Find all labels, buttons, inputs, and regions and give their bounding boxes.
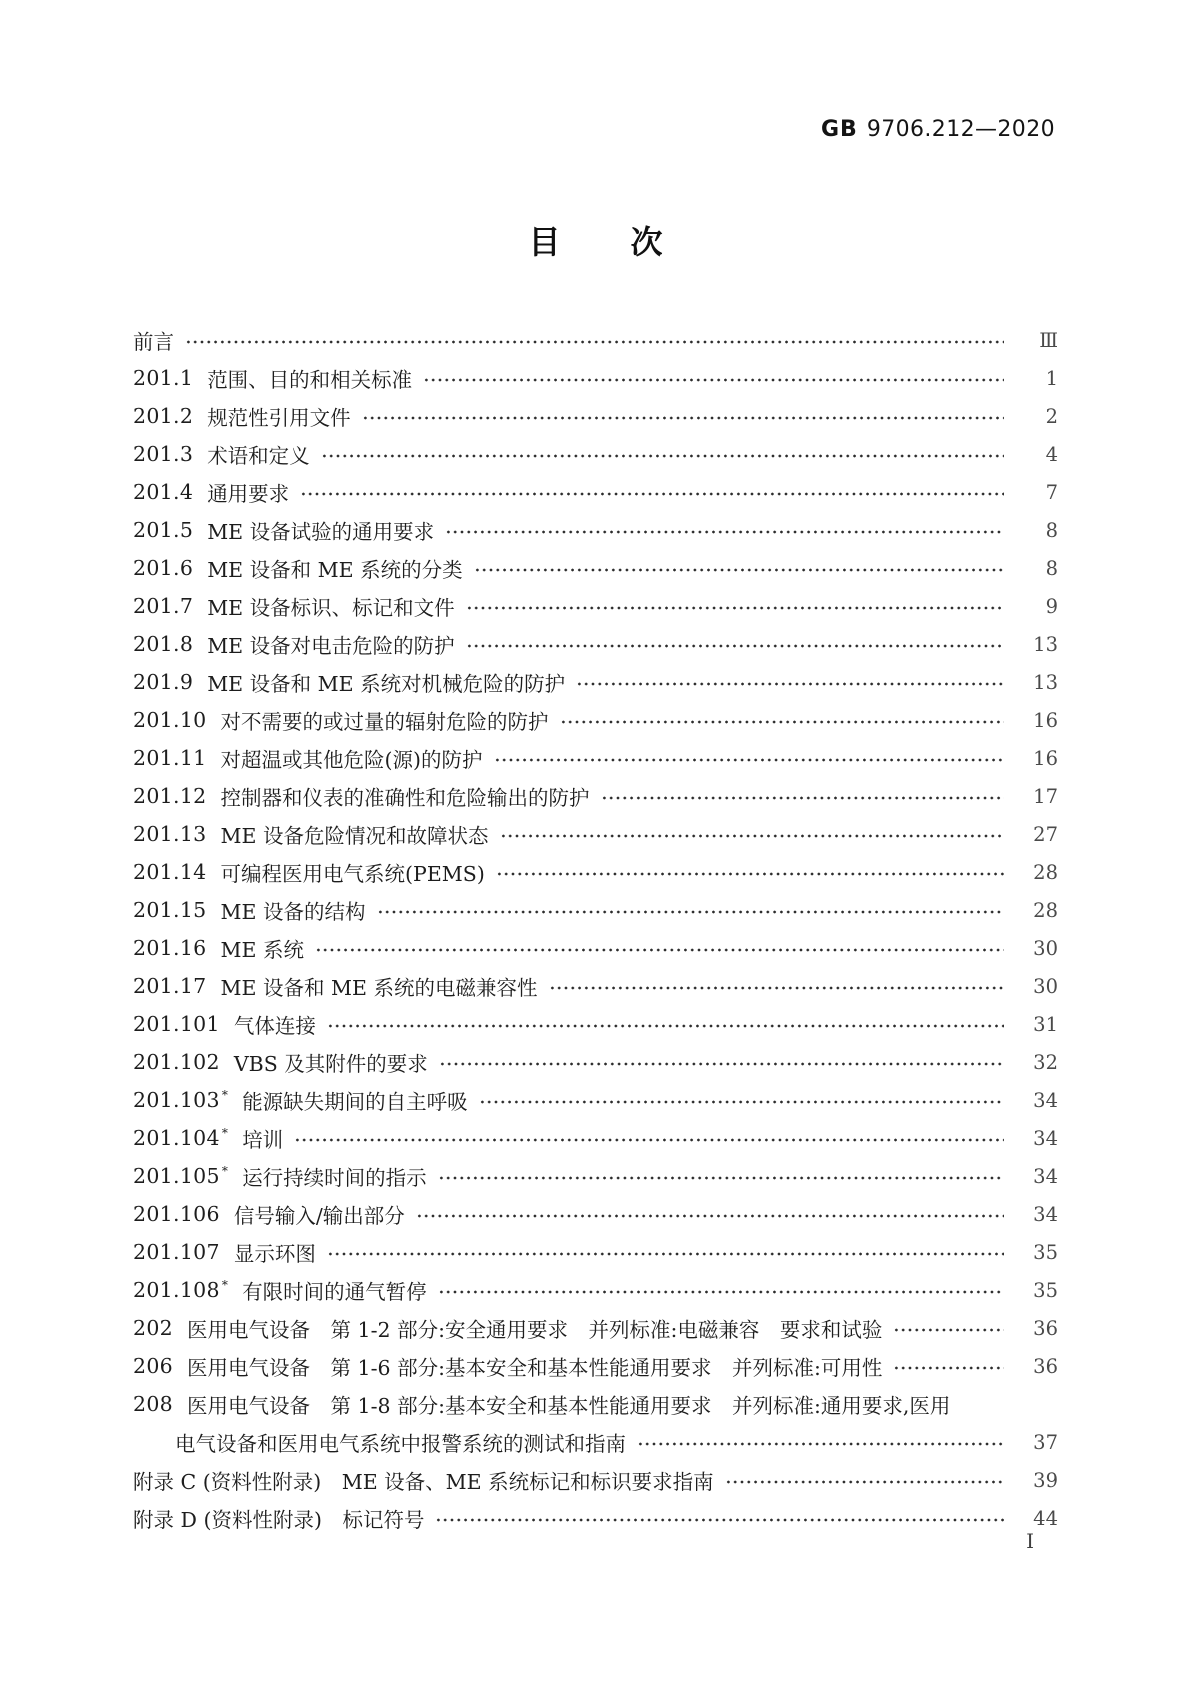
entry-number: 201.7 — [133, 594, 194, 618]
entry-page-number: 13 — [1033, 670, 1058, 694]
toc-entry — [133, 967, 1058, 1005]
entry-title: VBS 及其附件的要求 — [233, 1052, 428, 1076]
dot-leader — [315, 948, 1004, 952]
entry-page-number: 8 — [1045, 518, 1058, 542]
entry-number: 201.106 — [133, 1202, 220, 1226]
dot-leader — [445, 530, 1004, 534]
entry-number: 201.3 — [133, 442, 194, 466]
dot-leader — [725, 1480, 1004, 1484]
toc-entry — [133, 549, 1058, 587]
toc-entry — [133, 587, 1058, 625]
entry-number: 201.17 — [133, 974, 207, 998]
entry-number: 208 — [133, 1392, 174, 1416]
page-footer — [0, 1529, 1034, 1553]
entry-title: 气体连接 — [233, 1014, 316, 1038]
entry-title: ME 设备试验的通用要求 — [207, 520, 435, 544]
entry-number: 201.101 — [133, 1012, 220, 1036]
entry-title: ME 设备对电击危险的防护 — [207, 634, 455, 658]
dot-leader — [479, 1100, 1004, 1104]
entry-star-marker: * — [221, 1126, 229, 1141]
dot-leader — [300, 492, 1004, 496]
toc-entry — [133, 321, 1058, 359]
entry-page-number: 8 — [1045, 556, 1058, 580]
entry-number: 201.104 * — [133, 1126, 229, 1150]
toc-entry — [133, 1081, 1058, 1119]
entry-page-number: 34 — [1033, 1126, 1058, 1150]
document-header — [0, 117, 1055, 142]
entry-title: 通用要求 — [207, 482, 290, 506]
toc-entry — [133, 929, 1058, 967]
entry-title: 培训 — [242, 1128, 284, 1152]
entry-title: ME 设备和 ME 系统对机械危险的防护 — [207, 672, 566, 696]
page-title-char: 次 — [630, 223, 663, 261]
footer-page-number: Ⅰ — [1026, 1529, 1034, 1553]
toc-entry — [133, 1385, 1058, 1423]
toc-entry — [133, 663, 1058, 701]
entry-number: 201.12 — [133, 784, 207, 808]
dot-leader — [549, 986, 1005, 990]
standard-number: 9706.212—2020 — [866, 117, 1055, 142]
entry-number: 201.103 * — [133, 1088, 229, 1112]
entry-title: 医用电气设备 第 1-2 部分:安全通用要求 并列标准:电磁兼容 要求和试验 — [187, 1318, 883, 1342]
dot-leader — [438, 1290, 1004, 1294]
toc-entry — [133, 1043, 1058, 1081]
entry-number: 201.14 — [133, 860, 207, 884]
toc-entry — [133, 473, 1058, 511]
entry-title: ME 设备和 ME 系统的电磁兼容性 — [220, 976, 538, 1000]
entry-title: 控制器和仪表的准确性和危险输出的防护 — [220, 786, 590, 810]
entry-number: 201.10 — [133, 708, 207, 732]
entry-page-number: 16 — [1033, 746, 1058, 770]
toc-entry — [133, 1195, 1058, 1233]
entry-number: 201.5 — [133, 518, 194, 542]
entry-number: 201.2 — [133, 404, 194, 428]
toc-entry — [133, 777, 1058, 815]
entry-page-number: 13 — [1033, 632, 1058, 656]
dot-leader — [321, 454, 1004, 458]
entry-number: 201.13 — [133, 822, 207, 846]
entry-page-number: 37 — [1033, 1430, 1058, 1454]
entry-title: 范围、目的和相关标准 — [207, 368, 413, 392]
dot-leader — [576, 682, 1004, 686]
entry-title: ME 设备的结构 — [220, 900, 366, 924]
entry-title: 显示环图 — [233, 1242, 316, 1266]
dot-leader — [423, 378, 1004, 382]
entry-page-number: 17 — [1033, 784, 1058, 808]
entry-page-number: 34 — [1033, 1164, 1058, 1188]
dot-leader — [466, 606, 1004, 610]
dot-leader — [500, 834, 1004, 838]
toc-entry — [133, 1271, 1058, 1309]
entry-page-number: 31 — [1033, 1012, 1058, 1036]
entry-title: 对不需要的或过量的辐射危险的防护 — [220, 710, 549, 734]
toc-entry — [133, 1157, 1058, 1195]
toc-entry — [133, 625, 1058, 663]
dot-leader — [377, 910, 1004, 914]
entry-page-number: 16 — [1033, 708, 1058, 732]
toc-entry — [133, 1119, 1058, 1157]
toc-entry — [133, 1461, 1058, 1499]
entry-star-marker: * — [221, 1088, 229, 1103]
entry-title: 对超温或其他危险(源)的防护 — [220, 748, 483, 772]
entry-title: 能源缺失期间的自主呼吸 — [242, 1090, 468, 1114]
entry-page-number: 34 — [1033, 1088, 1058, 1112]
entry-number: 201.8 — [133, 632, 194, 656]
toc-entry — [133, 739, 1058, 777]
entry-page-number: 34 — [1033, 1202, 1058, 1226]
entry-page-number: 30 — [1033, 936, 1058, 960]
entry-number: 201.102 — [133, 1050, 220, 1074]
entry-page-number: 4 — [1045, 442, 1058, 466]
dot-leader — [438, 1176, 1004, 1180]
entry-title: 医用电气设备 第 1-6 部分:基本安全和基本性能通用要求 并列标准:可用性 — [187, 1356, 883, 1380]
entry-page-number: 1 — [1045, 366, 1058, 390]
toc-entry — [133, 359, 1058, 397]
entry-star-marker: * — [221, 1164, 229, 1179]
entry-page-number: 32 — [1033, 1050, 1058, 1074]
toc-entry — [133, 891, 1058, 929]
dot-leader — [494, 758, 1004, 762]
entry-page-number: 9 — [1045, 594, 1058, 618]
entry-page-number: 35 — [1033, 1240, 1058, 1264]
entry-title: 术语和定义 — [207, 444, 310, 468]
dot-leader — [294, 1138, 1004, 1142]
toc-entry — [133, 435, 1058, 473]
page-title — [0, 223, 1191, 261]
entry-title: 前言 — [133, 330, 174, 354]
toc-entry — [133, 511, 1058, 549]
entry-title: 运行持续时间的指示 — [242, 1166, 427, 1190]
dot-leader — [496, 872, 1004, 876]
entry-page-number: 27 — [1033, 822, 1058, 846]
entry-title: 可编程医用电气系统(PEMS) — [220, 862, 485, 886]
page-title-char: 目 — [528, 223, 561, 261]
entry-title: 电气设备和医用电气系统中报警系统的测试和指南 — [175, 1432, 626, 1456]
toc-entry — [133, 1233, 1058, 1271]
entry-title: 规范性引用文件 — [207, 406, 351, 430]
toc-entry — [133, 1005, 1058, 1043]
toc-entry — [133, 397, 1058, 435]
entry-page-number: 7 — [1045, 480, 1058, 504]
entry-number: 201.107 — [133, 1240, 220, 1264]
entry-number: 201.16 — [133, 936, 207, 960]
dot-leader — [435, 1518, 1004, 1522]
entry-number: 201.4 — [133, 480, 194, 504]
toc-entry — [133, 1309, 1058, 1347]
entry-number: 201.9 — [133, 670, 194, 694]
entry-title: 附录 C (资料性附录) ME 设备、ME 系统标记和标识要求指南 — [133, 1470, 714, 1494]
entry-page-number: 39 — [1033, 1468, 1058, 1492]
entry-page-number: 36 — [1033, 1316, 1058, 1340]
dot-leader — [327, 1252, 1004, 1256]
entry-number: 201.11 — [133, 746, 207, 770]
entry-page-number: 28 — [1033, 860, 1058, 884]
entry-title: 附录 D (资料性附录) 标记符号 — [133, 1508, 425, 1532]
entry-page-number: 2 — [1045, 404, 1058, 428]
dot-leader — [893, 1328, 1004, 1332]
entry-page-number: 28 — [1033, 898, 1058, 922]
dot-leader — [362, 416, 1004, 420]
entry-page-number: 30 — [1033, 974, 1058, 998]
entry-star-marker: * — [221, 1278, 229, 1293]
dot-leader — [474, 568, 1004, 572]
entry-page-number: 44 — [1033, 1506, 1058, 1530]
entry-title: 信号输入/输出部分 — [233, 1204, 405, 1228]
entry-number: 201.105 * — [133, 1164, 229, 1188]
entry-title: ME 设备和 ME 系统的分类 — [207, 558, 463, 582]
toc-entry — [133, 701, 1058, 739]
entry-title: ME 设备标识、标记和文件 — [207, 596, 455, 620]
entry-page-number: 35 — [1033, 1278, 1058, 1302]
dot-leader — [466, 644, 1004, 648]
entry-number: 201.15 — [133, 898, 207, 922]
entry-number: 201.1 — [133, 366, 194, 390]
toc-entry-continuation — [133, 1423, 1058, 1461]
entry-number: 201.6 — [133, 556, 194, 580]
dot-leader — [185, 340, 1004, 344]
dot-leader — [560, 720, 1004, 724]
entry-number: 201.108 * — [133, 1278, 229, 1302]
toc-entry — [133, 1347, 1058, 1385]
toc-entry — [133, 815, 1058, 853]
dot-leader — [637, 1442, 1004, 1446]
dot-leader — [327, 1024, 1004, 1028]
dot-leader — [601, 796, 1004, 800]
entry-title: 医用电气设备 第 1-8 部分:基本安全和基本性能通用要求 并列标准:通用要求,医用 — [187, 1394, 951, 1418]
toc-entry — [133, 853, 1058, 891]
entry-number: 206 — [133, 1354, 174, 1378]
entry-title: ME 设备危险情况和故障状态 — [220, 824, 489, 848]
entry-number: 202 — [133, 1316, 174, 1340]
standard-prefix: GB — [821, 117, 858, 142]
dot-leader — [439, 1062, 1004, 1066]
entry-title: 有限时间的通气暂停 — [242, 1280, 427, 1304]
dot-leader — [893, 1366, 1004, 1370]
entry-title: ME 系统 — [220, 938, 305, 962]
dot-leader — [416, 1214, 1004, 1218]
entry-page-number: Ⅲ — [1039, 328, 1058, 352]
toc-list — [133, 321, 1058, 1537]
entry-page-number: 36 — [1033, 1354, 1058, 1378]
